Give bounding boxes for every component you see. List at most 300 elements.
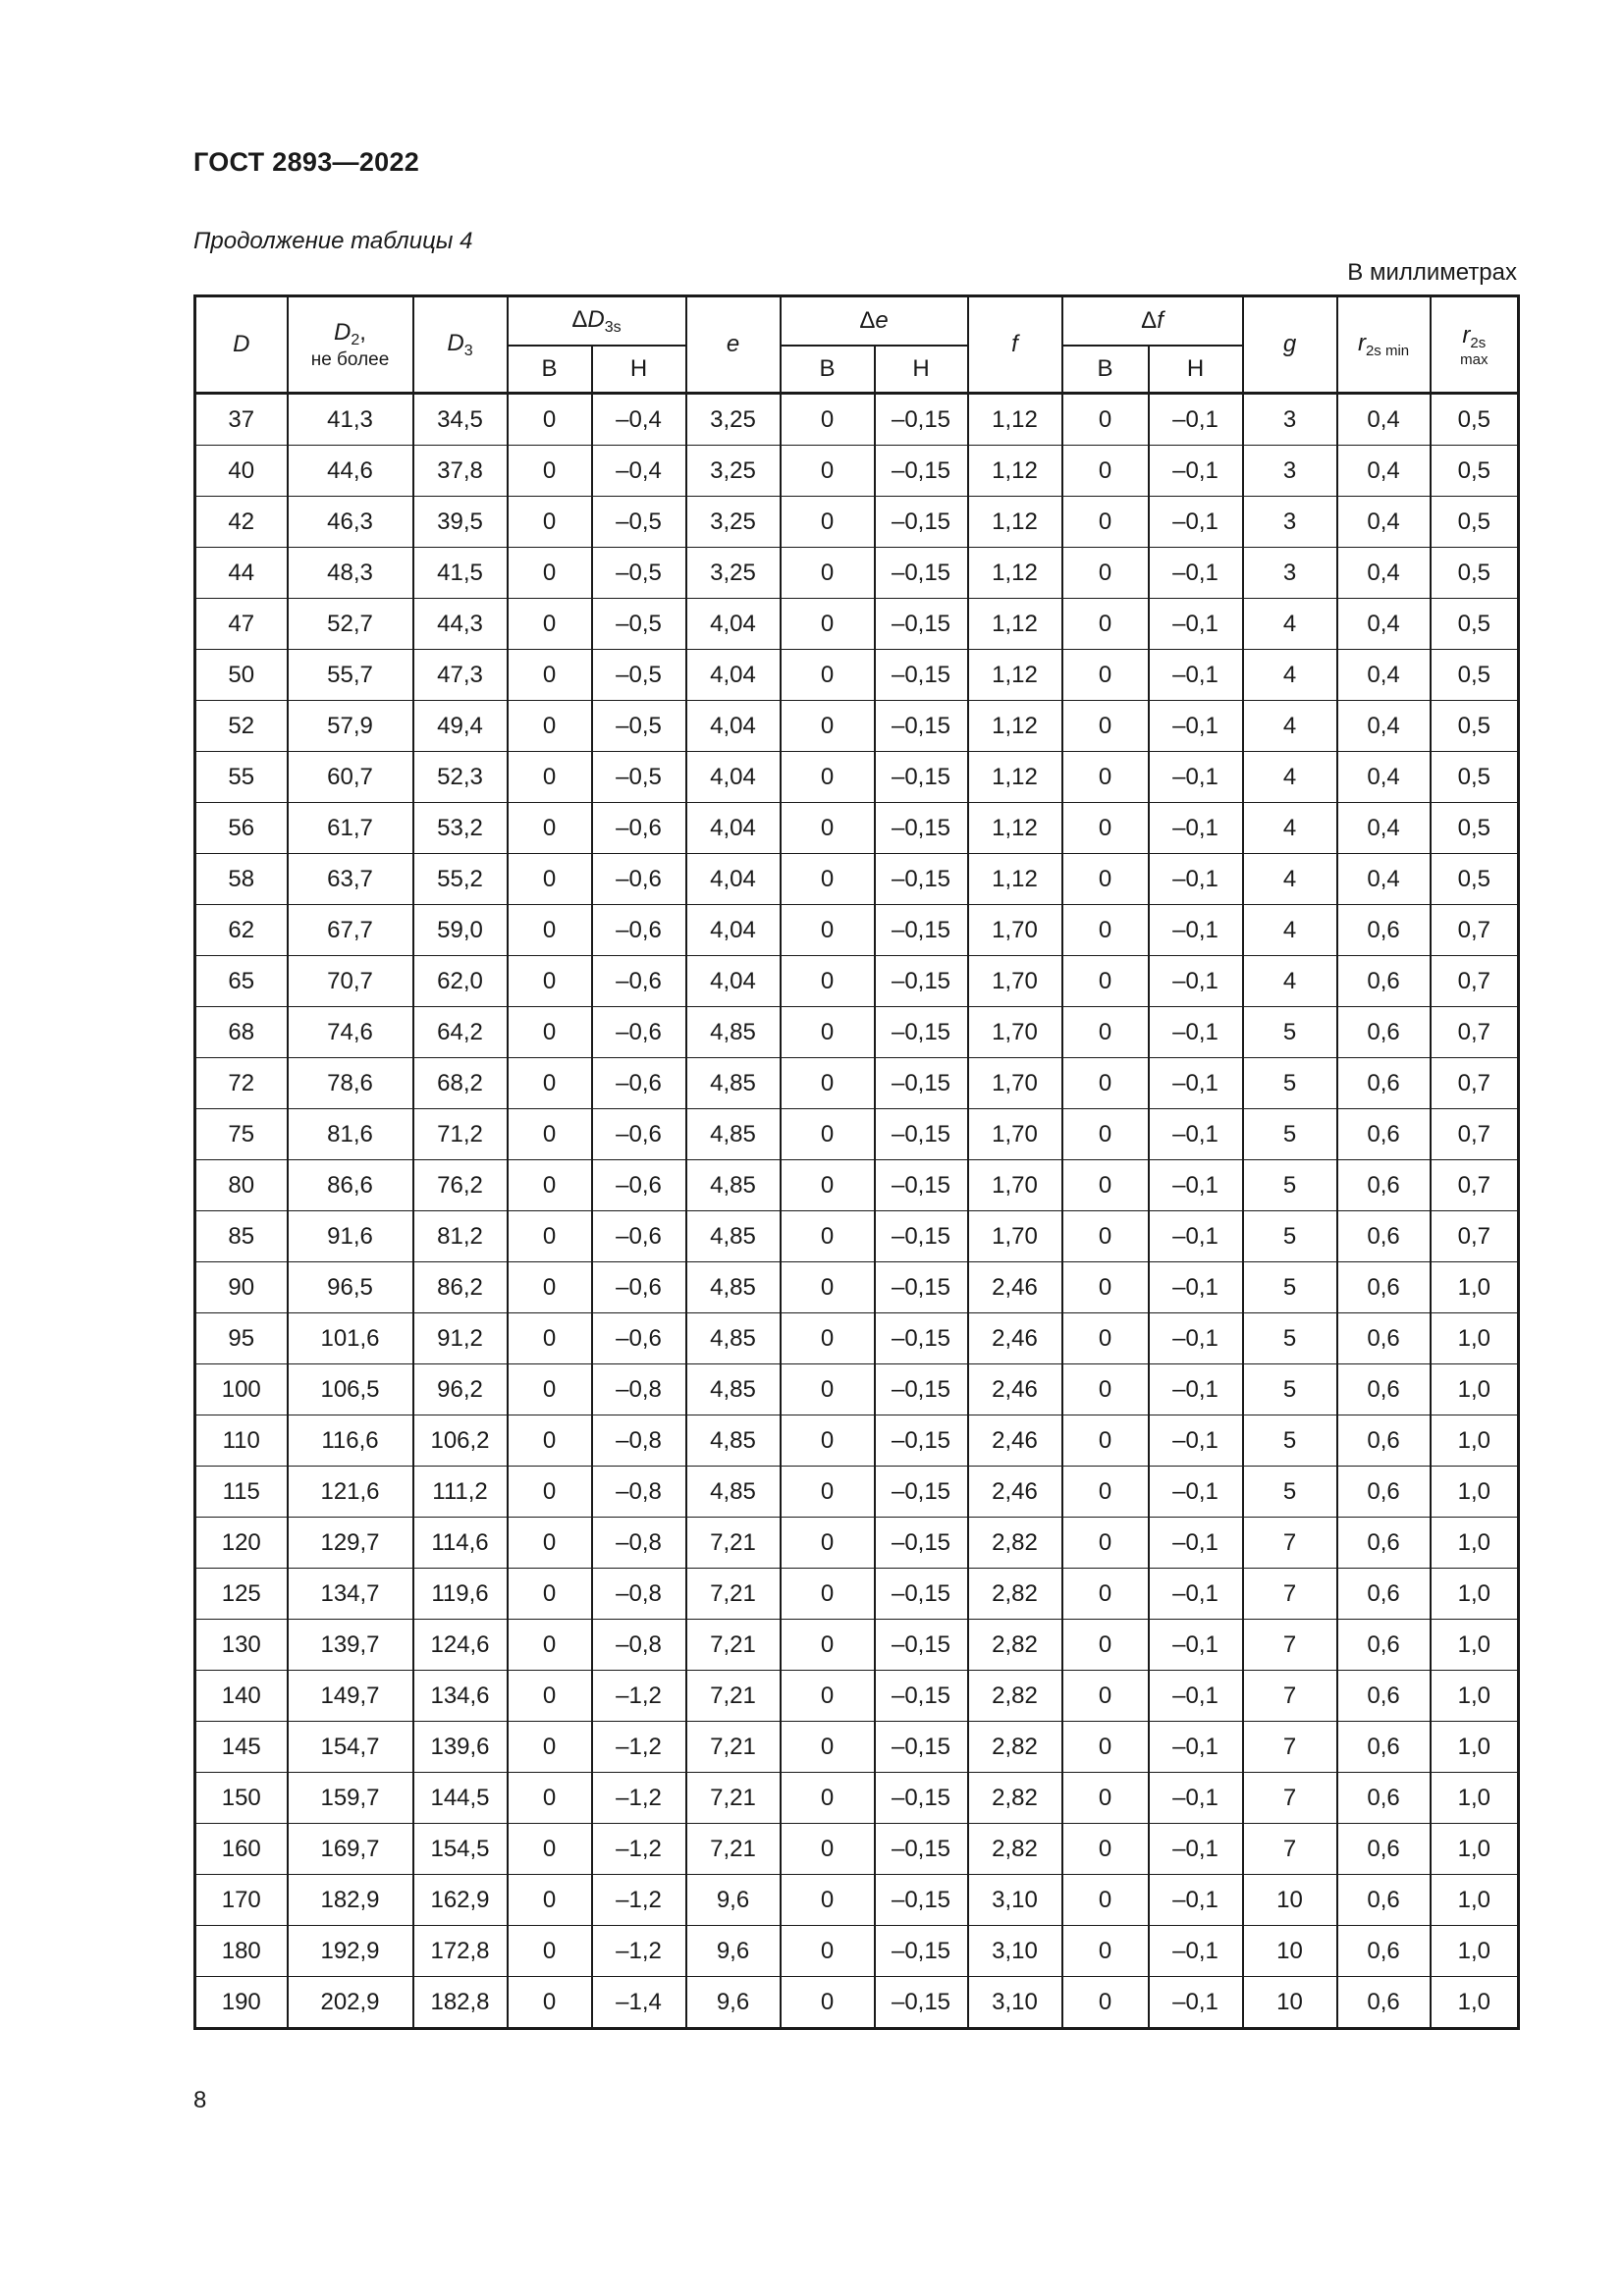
cell-dD3s-upper: 0 xyxy=(508,1415,592,1467)
cell-dD3s-lower: –0,5 xyxy=(592,752,686,803)
cell-D3: 162,9 xyxy=(413,1875,508,1926)
cell-f: 3,10 xyxy=(968,1875,1062,1926)
header-delta-f: Δf xyxy=(1062,296,1243,347)
cell-df-lower: –0,1 xyxy=(1149,1518,1243,1569)
cell-g: 5 xyxy=(1243,1058,1337,1109)
cell-g: 10 xyxy=(1243,1926,1337,1977)
cell-dD3s-upper: 0 xyxy=(508,1671,592,1722)
cell-f: 2,46 xyxy=(968,1262,1062,1313)
cell-de-lower: –0,15 xyxy=(875,1313,968,1364)
cell-df-upper: 0 xyxy=(1062,1518,1149,1569)
cell-de-upper: 0 xyxy=(781,1007,875,1058)
cell-dD3s-upper: 0 xyxy=(508,1467,592,1518)
header-r2s-max: $r_{2s}$ max xyxy=(1431,296,1519,394)
cell-df-lower: –0,1 xyxy=(1149,394,1243,446)
cell-r2s-max: 0,7 xyxy=(1431,1160,1519,1211)
cell-de-lower: –0,15 xyxy=(875,1671,968,1722)
cell-D2: 169,7 xyxy=(288,1824,413,1875)
cell-D2: 70,7 xyxy=(288,956,413,1007)
cell-D3: 96,2 xyxy=(413,1364,508,1415)
cell-de-upper: 0 xyxy=(781,650,875,701)
table-row xyxy=(195,803,1519,854)
cell-df-upper: 0 xyxy=(1062,1364,1149,1415)
cell-f: 1,12 xyxy=(968,803,1062,854)
cell-e: 4,85 xyxy=(686,1313,781,1364)
cell-de-lower: –0,15 xyxy=(875,1824,968,1875)
cell-D2: 81,6 xyxy=(288,1109,413,1160)
cell-D2: 106,5 xyxy=(288,1364,413,1415)
cell-D3: 55,2 xyxy=(413,854,508,905)
cell-r2s-max: 0,5 xyxy=(1431,599,1519,650)
cell-dD3s-upper: 0 xyxy=(508,1977,592,2029)
cell-dD3s-upper: 0 xyxy=(508,1160,592,1211)
table-row xyxy=(195,446,1519,497)
cell-r2s-max: 1,0 xyxy=(1431,1415,1519,1467)
cell-D2: 74,6 xyxy=(288,1007,413,1058)
cell-g: 4 xyxy=(1243,752,1337,803)
cell-dD3s-upper: 0 xyxy=(508,905,592,956)
cell-D2: 60,7 xyxy=(288,752,413,803)
cell-dD3s-upper: 0 xyxy=(508,956,592,1007)
cell-D2: 121,6 xyxy=(288,1467,413,1518)
cell-de-upper: 0 xyxy=(781,956,875,1007)
cell-g: 5 xyxy=(1243,1109,1337,1160)
cell-r2s-min: 0,6 xyxy=(1337,1364,1431,1415)
cell-e: 9,6 xyxy=(686,1977,781,2029)
cell-de-lower: –0,15 xyxy=(875,446,968,497)
cell-D: 68 xyxy=(195,1007,288,1058)
table-row xyxy=(195,599,1519,650)
cell-dD3s-lower: –0,8 xyxy=(592,1467,686,1518)
cell-D3: 34,5 xyxy=(413,394,508,446)
header-delta-e-upper: В xyxy=(781,346,875,394)
cell-dD3s-lower: –0,4 xyxy=(592,394,686,446)
cell-df-upper: 0 xyxy=(1062,1415,1149,1467)
cell-f: 2,82 xyxy=(968,1518,1062,1569)
cell-D: 37 xyxy=(195,394,288,446)
cell-D: 115 xyxy=(195,1467,288,1518)
cell-D3: 172,8 xyxy=(413,1926,508,1977)
cell-e: 4,85 xyxy=(686,1109,781,1160)
cell-df-lower: –0,1 xyxy=(1149,1620,1243,1671)
cell-df-upper: 0 xyxy=(1062,905,1149,956)
cell-e: 4,04 xyxy=(686,803,781,854)
header-delta-f-upper: В xyxy=(1062,346,1149,394)
header-delta-D3s: $\Delta D_{3s}$ xyxy=(508,296,686,347)
cell-g: 10 xyxy=(1243,1875,1337,1926)
cell-f: 2,46 xyxy=(968,1415,1062,1467)
cell-D3: 106,2 xyxy=(413,1415,508,1467)
table-row xyxy=(195,1671,1519,1722)
cell-g: 5 xyxy=(1243,1007,1337,1058)
table-row xyxy=(195,1109,1519,1160)
document-header: ГОСТ 2893—2022 xyxy=(193,147,420,177)
cell-D3: 139,6 xyxy=(413,1722,508,1773)
cell-de-lower: –0,15 xyxy=(875,1722,968,1773)
cell-e: 4,85 xyxy=(686,1415,781,1467)
cell-dD3s-lower: –1,2 xyxy=(592,1824,686,1875)
cell-de-lower: –0,15 xyxy=(875,905,968,956)
cell-df-lower: –0,1 xyxy=(1149,905,1243,956)
cell-de-upper: 0 xyxy=(781,1977,875,2029)
cell-dD3s-upper: 0 xyxy=(508,803,592,854)
cell-g: 5 xyxy=(1243,1467,1337,1518)
table-row xyxy=(195,1620,1519,1671)
cell-r2s-min: 0,6 xyxy=(1337,1926,1431,1977)
cell-de-lower: –0,15 xyxy=(875,1211,968,1262)
cell-df-upper: 0 xyxy=(1062,1007,1149,1058)
cell-df-lower: –0,1 xyxy=(1149,1109,1243,1160)
cell-df-upper: 0 xyxy=(1062,1824,1149,1875)
cell-g: 3 xyxy=(1243,394,1337,446)
cell-df-upper: 0 xyxy=(1062,752,1149,803)
table-row xyxy=(195,1211,1519,1262)
cell-dD3s-lower: –1,2 xyxy=(592,1926,686,1977)
cell-D: 150 xyxy=(195,1773,288,1824)
cell-g: 7 xyxy=(1243,1722,1337,1773)
cell-df-upper: 0 xyxy=(1062,854,1149,905)
cell-r2s-max: 1,0 xyxy=(1431,1364,1519,1415)
header-e: e xyxy=(686,296,781,394)
cell-f: 1,12 xyxy=(968,446,1062,497)
cell-f: 1,12 xyxy=(968,497,1062,548)
cell-D2: 192,9 xyxy=(288,1926,413,1977)
cell-dD3s-lower: –1,2 xyxy=(592,1671,686,1722)
cell-df-lower: –0,1 xyxy=(1149,650,1243,701)
cell-D3: 91,2 xyxy=(413,1313,508,1364)
cell-de-upper: 0 xyxy=(781,1262,875,1313)
cell-D2: 46,3 xyxy=(288,497,413,548)
cell-D2: 41,3 xyxy=(288,394,413,446)
cell-g: 7 xyxy=(1243,1671,1337,1722)
cell-df-lower: –0,1 xyxy=(1149,1007,1243,1058)
cell-dD3s-upper: 0 xyxy=(508,1773,592,1824)
cell-r2s-min: 0,4 xyxy=(1337,752,1431,803)
cell-de-lower: –0,15 xyxy=(875,1007,968,1058)
cell-e: 4,04 xyxy=(686,650,781,701)
cell-g: 5 xyxy=(1243,1262,1337,1313)
cell-D: 145 xyxy=(195,1722,288,1773)
units-label: В миллиметрах xyxy=(1347,259,1517,286)
cell-dD3s-lower: –0,5 xyxy=(592,497,686,548)
cell-f: 1,70 xyxy=(968,1211,1062,1262)
cell-de-lower: –0,15 xyxy=(875,854,968,905)
table-row xyxy=(195,1415,1519,1467)
cell-df-lower: –0,1 xyxy=(1149,854,1243,905)
cell-dD3s-lower: –0,6 xyxy=(592,1313,686,1364)
cell-df-lower: –0,1 xyxy=(1149,497,1243,548)
cell-r2s-max: 0,5 xyxy=(1431,701,1519,752)
cell-df-upper: 0 xyxy=(1062,497,1149,548)
cell-de-lower: –0,15 xyxy=(875,650,968,701)
cell-de-upper: 0 xyxy=(781,394,875,446)
cell-de-upper: 0 xyxy=(781,1313,875,1364)
table-row xyxy=(195,497,1519,548)
cell-df-lower: –0,1 xyxy=(1149,701,1243,752)
cell-df-lower: –0,1 xyxy=(1149,1824,1243,1875)
cell-dD3s-upper: 0 xyxy=(508,1007,592,1058)
cell-dD3s-upper: 0 xyxy=(508,650,592,701)
cell-e: 7,21 xyxy=(686,1518,781,1569)
cell-de-lower: –0,15 xyxy=(875,1262,968,1313)
cell-df-lower: –0,1 xyxy=(1149,956,1243,1007)
cell-df-upper: 0 xyxy=(1062,1977,1149,2029)
cell-D3: 47,3 xyxy=(413,650,508,701)
cell-de-upper: 0 xyxy=(781,1467,875,1518)
cell-D3: 124,6 xyxy=(413,1620,508,1671)
cell-D2: 48,3 xyxy=(288,548,413,599)
cell-g: 4 xyxy=(1243,905,1337,956)
cell-de-lower: –0,15 xyxy=(875,1977,968,2029)
cell-de-lower: –0,15 xyxy=(875,752,968,803)
cell-f: 1,12 xyxy=(968,752,1062,803)
cell-r2s-max: 1,0 xyxy=(1431,1824,1519,1875)
cell-df-lower: –0,1 xyxy=(1149,1364,1243,1415)
cell-D3: 76,2 xyxy=(413,1160,508,1211)
cell-r2s-min: 0,6 xyxy=(1337,1262,1431,1313)
cell-g: 4 xyxy=(1243,599,1337,650)
cell-r2s-min: 0,6 xyxy=(1337,905,1431,956)
cell-f: 2,82 xyxy=(968,1569,1062,1620)
cell-df-lower: –0,1 xyxy=(1149,1313,1243,1364)
cell-de-lower: –0,15 xyxy=(875,956,968,1007)
cell-de-upper: 0 xyxy=(781,446,875,497)
cell-f: 1,70 xyxy=(968,1058,1062,1109)
cell-r2s-min: 0,6 xyxy=(1337,1467,1431,1518)
cell-dD3s-lower: –0,6 xyxy=(592,1160,686,1211)
cell-de-upper: 0 xyxy=(781,497,875,548)
cell-dD3s-lower: –0,6 xyxy=(592,1211,686,1262)
cell-r2s-max: 0,7 xyxy=(1431,956,1519,1007)
cell-D3: 49,4 xyxy=(413,701,508,752)
cell-r2s-max: 1,0 xyxy=(1431,1569,1519,1620)
cell-r2s-min: 0,4 xyxy=(1337,803,1431,854)
table-body xyxy=(195,394,1519,2029)
cell-de-lower: –0,15 xyxy=(875,701,968,752)
table-row xyxy=(195,394,1519,446)
cell-dD3s-upper: 0 xyxy=(508,1109,592,1160)
cell-r2s-min: 0,4 xyxy=(1337,497,1431,548)
cell-D: 56 xyxy=(195,803,288,854)
cell-e: 3,25 xyxy=(686,548,781,599)
cell-r2s-min: 0,4 xyxy=(1337,394,1431,446)
cell-D2: 91,6 xyxy=(288,1211,413,1262)
cell-r2s-max: 0,7 xyxy=(1431,905,1519,956)
cell-df-upper: 0 xyxy=(1062,1262,1149,1313)
cell-D3: 52,3 xyxy=(413,752,508,803)
cell-e: 3,25 xyxy=(686,446,781,497)
cell-D: 85 xyxy=(195,1211,288,1262)
cell-de-upper: 0 xyxy=(781,1211,875,1262)
cell-de-upper: 0 xyxy=(781,1569,875,1620)
cell-f: 1,12 xyxy=(968,394,1062,446)
cell-dD3s-lower: –0,4 xyxy=(592,446,686,497)
cell-df-lower: –0,1 xyxy=(1149,1160,1243,1211)
cell-r2s-max: 0,5 xyxy=(1431,854,1519,905)
cell-df-upper: 0 xyxy=(1062,1722,1149,1773)
cell-df-upper: 0 xyxy=(1062,650,1149,701)
cell-r2s-max: 0,5 xyxy=(1431,803,1519,854)
table-row xyxy=(195,1569,1519,1620)
cell-e: 4,85 xyxy=(686,1262,781,1313)
cell-df-upper: 0 xyxy=(1062,803,1149,854)
cell-e: 7,21 xyxy=(686,1620,781,1671)
cell-D3: 86,2 xyxy=(413,1262,508,1313)
cell-D3: 37,8 xyxy=(413,446,508,497)
cell-dD3s-lower: –0,5 xyxy=(592,548,686,599)
cell-D: 80 xyxy=(195,1160,288,1211)
cell-D: 52 xyxy=(195,701,288,752)
cell-df-upper: 0 xyxy=(1062,1620,1149,1671)
cell-r2s-max: 0,5 xyxy=(1431,394,1519,446)
cell-f: 1,12 xyxy=(968,854,1062,905)
cell-dD3s-lower: –1,2 xyxy=(592,1722,686,1773)
cell-dD3s-lower: –0,5 xyxy=(592,701,686,752)
cell-e: 4,85 xyxy=(686,1058,781,1109)
cell-e: 7,21 xyxy=(686,1722,781,1773)
cell-r2s-min: 0,6 xyxy=(1337,1671,1431,1722)
cell-e: 4,04 xyxy=(686,854,781,905)
cell-r2s-min: 0,6 xyxy=(1337,1824,1431,1875)
cell-de-lower: –0,15 xyxy=(875,1773,968,1824)
cell-D: 58 xyxy=(195,854,288,905)
page-number: 8 xyxy=(193,2087,207,2113)
table-row xyxy=(195,1773,1519,1824)
cell-D: 55 xyxy=(195,752,288,803)
cell-D3: 134,6 xyxy=(413,1671,508,1722)
cell-g: 5 xyxy=(1243,1364,1337,1415)
cell-df-upper: 0 xyxy=(1062,1875,1149,1926)
cell-dD3s-upper: 0 xyxy=(508,446,592,497)
cell-D2: 57,9 xyxy=(288,701,413,752)
header-r2s-min: $r_{2s min}$ xyxy=(1337,296,1431,394)
cell-r2s-min: 0,6 xyxy=(1337,1058,1431,1109)
cell-dD3s-lower: –0,6 xyxy=(592,1007,686,1058)
header-delta-e-lower: Н xyxy=(875,346,968,394)
table-row xyxy=(195,650,1519,701)
cell-de-upper: 0 xyxy=(781,1109,875,1160)
cell-df-upper: 0 xyxy=(1062,1160,1149,1211)
cell-dD3s-upper: 0 xyxy=(508,1620,592,1671)
cell-f: 2,82 xyxy=(968,1722,1062,1773)
cell-g: 7 xyxy=(1243,1824,1337,1875)
cell-de-upper: 0 xyxy=(781,701,875,752)
dimensions-table xyxy=(193,294,1520,2030)
cell-e: 4,85 xyxy=(686,1160,781,1211)
header-g: g xyxy=(1243,296,1337,394)
cell-r2s-min: 0,6 xyxy=(1337,1518,1431,1569)
cell-D: 40 xyxy=(195,446,288,497)
cell-de-lower: –0,15 xyxy=(875,599,968,650)
cell-f: 1,70 xyxy=(968,1160,1062,1211)
cell-r2s-min: 0,6 xyxy=(1337,1569,1431,1620)
cell-D: 62 xyxy=(195,905,288,956)
cell-g: 7 xyxy=(1243,1620,1337,1671)
cell-D3: 53,2 xyxy=(413,803,508,854)
cell-D2: 149,7 xyxy=(288,1671,413,1722)
cell-r2s-min: 0,4 xyxy=(1337,701,1431,752)
cell-r2s-max: 1,0 xyxy=(1431,1977,1519,2029)
cell-f: 2,82 xyxy=(968,1773,1062,1824)
cell-D: 47 xyxy=(195,599,288,650)
cell-de-upper: 0 xyxy=(781,1518,875,1569)
cell-df-lower: –0,1 xyxy=(1149,1926,1243,1977)
cell-df-upper: 0 xyxy=(1062,1058,1149,1109)
header-delta-D3s-upper: В xyxy=(508,346,592,394)
cell-df-lower: –0,1 xyxy=(1149,1875,1243,1926)
table-row xyxy=(195,548,1519,599)
cell-D3: 44,3 xyxy=(413,599,508,650)
cell-g: 3 xyxy=(1243,446,1337,497)
table-row xyxy=(195,1262,1519,1313)
cell-f: 2,82 xyxy=(968,1824,1062,1875)
cell-r2s-min: 0,4 xyxy=(1337,548,1431,599)
cell-D3: 114,6 xyxy=(413,1518,508,1569)
table-row xyxy=(195,752,1519,803)
table-row xyxy=(195,1824,1519,1875)
cell-D2: 134,7 xyxy=(288,1569,413,1620)
cell-df-lower: –0,1 xyxy=(1149,1569,1243,1620)
cell-D2: 129,7 xyxy=(288,1518,413,1569)
cell-df-upper: 0 xyxy=(1062,1671,1149,1722)
cell-dD3s-upper: 0 xyxy=(508,752,592,803)
cell-D2: 63,7 xyxy=(288,854,413,905)
cell-df-upper: 0 xyxy=(1062,548,1149,599)
cell-D: 90 xyxy=(195,1262,288,1313)
cell-df-lower: –0,1 xyxy=(1149,1058,1243,1109)
cell-f: 3,10 xyxy=(968,1926,1062,1977)
table-row xyxy=(195,854,1519,905)
cell-f: 1,70 xyxy=(968,956,1062,1007)
cell-df-lower: –0,1 xyxy=(1149,1773,1243,1824)
cell-D3: 39,5 xyxy=(413,497,508,548)
cell-D3: 68,2 xyxy=(413,1058,508,1109)
cell-df-lower: –0,1 xyxy=(1149,1722,1243,1773)
cell-r2s-min: 0,6 xyxy=(1337,1313,1431,1364)
table-row xyxy=(195,956,1519,1007)
cell-dD3s-upper: 0 xyxy=(508,1926,592,1977)
cell-r2s-max: 1,0 xyxy=(1431,1773,1519,1824)
cell-r2s-max: 1,0 xyxy=(1431,1313,1519,1364)
table-row xyxy=(195,1977,1519,2029)
cell-df-upper: 0 xyxy=(1062,1569,1149,1620)
cell-D3: 182,8 xyxy=(413,1977,508,2029)
header-delta-D3s-lower: Н xyxy=(592,346,686,394)
cell-f: 2,82 xyxy=(968,1671,1062,1722)
table-row xyxy=(195,1518,1519,1569)
cell-e: 7,21 xyxy=(686,1824,781,1875)
cell-de-lower: –0,15 xyxy=(875,803,968,854)
cell-dD3s-lower: –0,8 xyxy=(592,1364,686,1415)
cell-e: 4,85 xyxy=(686,1211,781,1262)
table-row xyxy=(195,1722,1519,1773)
cell-g: 7 xyxy=(1243,1569,1337,1620)
cell-dD3s-upper: 0 xyxy=(508,701,592,752)
cell-df-upper: 0 xyxy=(1062,1467,1149,1518)
cell-r2s-min: 0,6 xyxy=(1337,956,1431,1007)
cell-r2s-max: 1,0 xyxy=(1431,1722,1519,1773)
cell-g: 10 xyxy=(1243,1977,1337,2029)
cell-D: 160 xyxy=(195,1824,288,1875)
cell-D2: 67,7 xyxy=(288,905,413,956)
cell-dD3s-upper: 0 xyxy=(508,1313,592,1364)
cell-D: 100 xyxy=(195,1364,288,1415)
cell-e: 3,25 xyxy=(686,497,781,548)
cell-dD3s-lower: –1,2 xyxy=(592,1773,686,1824)
cell-g: 5 xyxy=(1243,1211,1337,1262)
cell-D2: 154,7 xyxy=(288,1722,413,1773)
cell-dD3s-upper: 0 xyxy=(508,854,592,905)
